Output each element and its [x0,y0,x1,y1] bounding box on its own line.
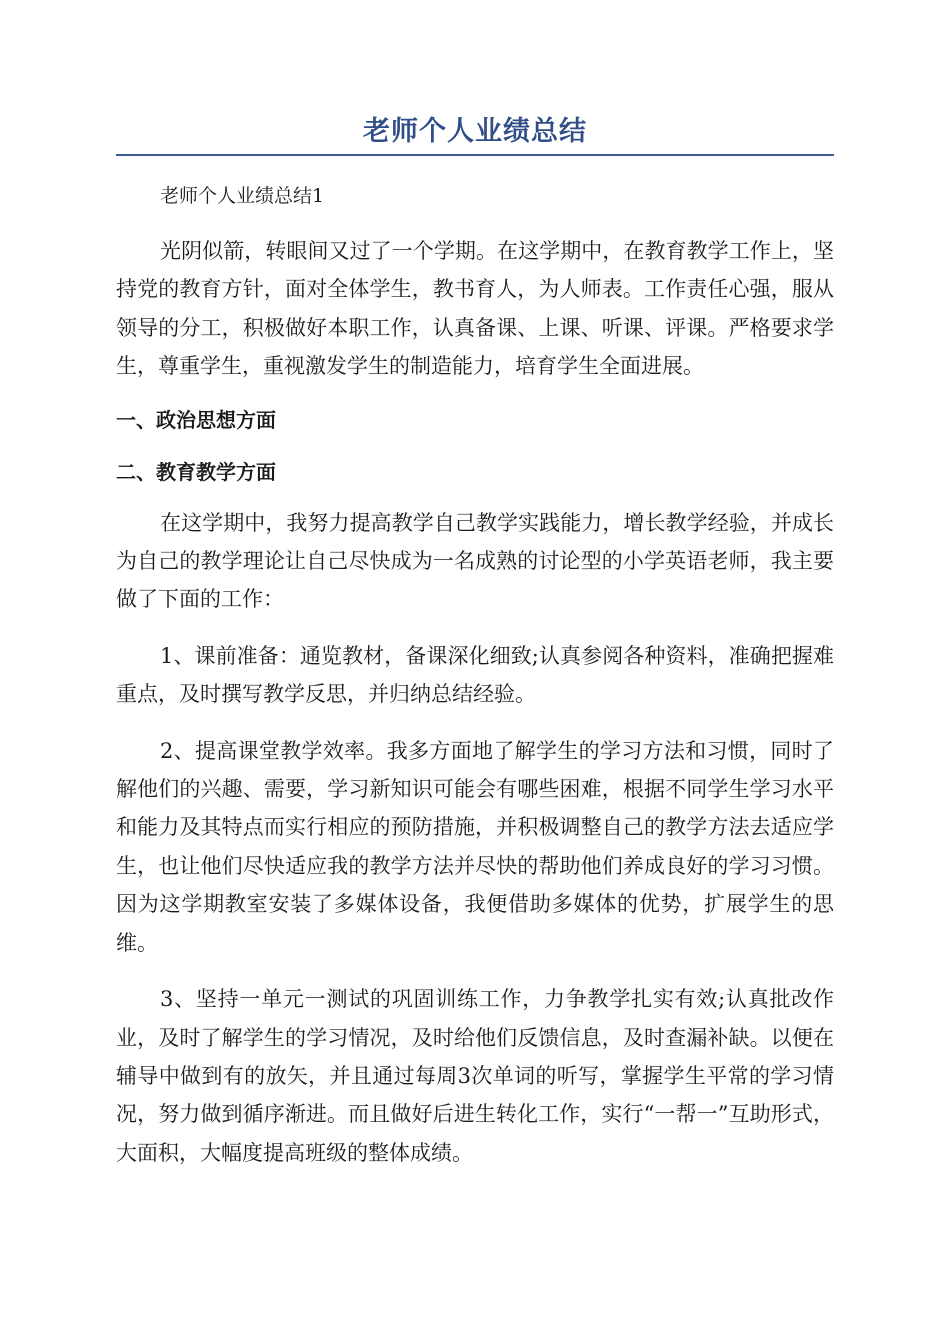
document-subtitle: 老师个人业绩总结1 [160,185,325,207]
teaching-intro-paragraph: 在这学期中，我努力提高教学自己教学实践能力，增长教学经验，并成长为自己的教学理论让自己尽快成为一名成熟的讨论型的小学英语老师，我主要做了下面的工作： [116,510,834,612]
document-page [116,112,834,1172]
list-item-efficiency: 2、提高课堂教学效率。我多方面地了解学生的学习方法和习惯，同时了解他们的兴趣、需要，学习新知识可能会有哪些困难，根据不同学生学习水平和能力及其特点而实行相应的预防措施，并积极调整自己的教学方法去适应学生，也让他们尽快适应我的教学方法并尽快的帮助他们养成良好的学习习惯。因为这学期教室安装了多媒体设备，我便借助多媒体的优势，扩展学生的思维。 [116,738,834,955]
section-heading-politics: 一、政治思想方面 [116,407,276,432]
document-title: 老师个人业绩总结 [363,116,587,147]
title-underline [116,154,834,156]
section-heading-teaching: 二、教育教学方面 [116,459,276,484]
intro-paragraph: 光阴似箭，转眼间又过了一个学期。在这学期中，在教育教学工作上，坚持党的教育方针，面对全体学生，教书育人，为人师表。工作责任心强，服从领导的分工，积极做好本职工作，认真备课、上课、听课、评课。严格要求学生，尊重学生，重视激发学生的制造能力，培育学生全面进展。 [116,239,834,379]
list-item-consolidation: 3、坚持一单元一测试的巩固训练工作，力争教学扎实有效;认真批改作业，及时了解学生的学习情况，及时给他们反馈信息，及时查漏补缺。以便在辅导中做到有的放矢，并且通过每周3次单词的听写，掌握学生平常的学习情况，努力做到循序渐进。而且做好后进生转化工作，实行“一帮一”互助形式，大面积，大幅度提高班级的整体成绩。 [116,987,834,1165]
list-item-preparation: 1、课前准备：通览教材，备课深化细致;认真参阅各种资料，准确把握难重点，及时撰写教学反思，并归纳总结经验。 [116,643,834,707]
